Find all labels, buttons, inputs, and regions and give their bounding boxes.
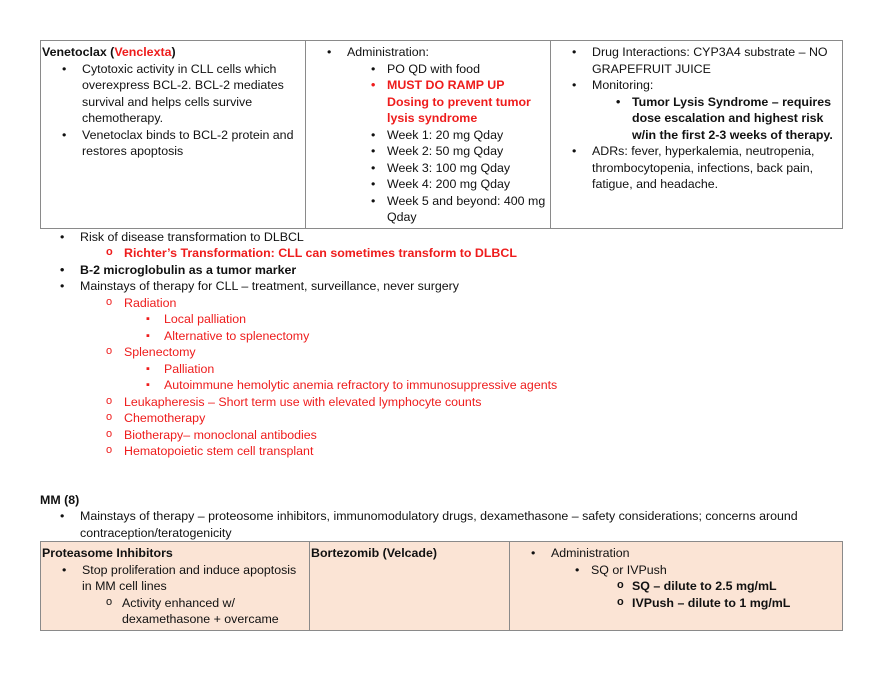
dose-week-4: • Week 4: 200 mg Qday <box>307 176 546 193</box>
dose-week-2: • Week 2: 50 mg Qday <box>307 143 546 160</box>
pi-mechanism-cell <box>41 542 310 631</box>
venetoclax-administration-cell <box>306 41 551 229</box>
radiation-item: ▪ Local palliation <box>40 311 842 328</box>
pi-mechanism-sub: o Activity enhanced w/ dexamethasone + overcame <box>42 595 305 628</box>
administration-label: • Administration: <box>307 44 546 61</box>
drug-interactions: • Drug Interactions: CYP3A4 substrate – NO GRAPEFRUIT JUICE <box>552 44 838 77</box>
pi-drug-cell <box>310 542 510 631</box>
administration-item: • PO QD with food <box>307 61 546 78</box>
pi-administration-cell <box>510 542 843 631</box>
chemotherapy: o Chemotherapy <box>40 410 842 427</box>
adverse-reactions: • ADRs: fever, hyperkalemia, neutropenia, thrombocytopenia, infections, back pain, fatigue, and headache. <box>552 143 838 193</box>
pi-admin-route: • SQ or IVPush <box>511 562 838 579</box>
venetoclax-title: Venetoclax (Venclexta) <box>42 45 176 59</box>
cll-notes-list <box>40 229 842 460</box>
radiation-item: ▪ Alternative to splenectomy <box>40 328 842 345</box>
dose-week-5: • Week 5 and beyond: 400 mg Qday <box>307 193 546 226</box>
tumor-lysis-monitoring: • Tumor Lysis Syndrome – requires dose escalation and highest risk w/in the first 2-3 weeks of therapy. <box>552 94 838 144</box>
proteasome-inhibitor-table <box>40 541 843 631</box>
document-page <box>40 40 842 631</box>
ramp-up-warning: • MUST DO RAMP UP Dosing to prevent tumor lysis syndrome <box>307 77 546 127</box>
mm-notes-list <box>40 508 842 541</box>
mm-mainstays: • Mainstays of therapy – proteosome inhibitors, immunomodulatory drugs, dexamethasone – safety considerations; concerns around contraception/teratogenicity <box>40 508 842 541</box>
venetoclax-mechanism-cell <box>41 41 306 229</box>
pi-admin-label: • Administration <box>511 545 838 562</box>
radiation: o Radiation <box>40 295 842 312</box>
transformation-note: • Risk of disease transformation to DLBCL <box>40 229 842 246</box>
pi-mechanism-item: • Stop proliferation and induce apoptosis in MM cell lines <box>42 562 305 595</box>
dose-week-3: • Week 3: 100 mg Qday <box>307 160 546 177</box>
biotherapy: o Biotherapy– monoclonal antibodies <box>40 427 842 444</box>
mechanism-item: • Cytotoxic activity in CLL cells which overexpress BCL-2. BCL-2 mediates survival and helps cells survive chemotherapy. <box>42 61 301 127</box>
leukapheresis: o Leukapheresis – Short term use with elevated lymphocyte counts <box>40 394 842 411</box>
monitoring-label: • Monitoring: <box>552 77 838 94</box>
venetoclax-monitoring-cell <box>551 41 843 229</box>
cll-mainstays: • Mainstays of therapy for CLL – treatment, surveillance, never surgery <box>40 278 842 295</box>
pi-title: Proteasome Inhibitors <box>42 546 173 560</box>
splenectomy-item: ▪ Autoimmune hemolytic anemia refractory to immunosuppressive agents <box>40 377 842 394</box>
sq-dilution: o SQ – dilute to 2.5 mg/mL <box>511 578 838 595</box>
venetoclax-table <box>40 40 843 229</box>
mechanism-item: • Venetoclax binds to BCL-2 protein and restores apoptosis <box>42 127 301 160</box>
stem-cell-transplant: o Hematopoietic stem cell transplant <box>40 443 842 460</box>
mm-heading: MM (8) <box>40 492 80 507</box>
splenectomy: o Splenectomy <box>40 344 842 361</box>
splenectomy-item: ▪ Palliation <box>40 361 842 378</box>
drug-name: Bortezomib (Velcade) <box>311 546 437 560</box>
dose-week-1: • Week 1: 20 mg Qday <box>307 127 546 144</box>
richter-transformation: o Richter’s Transformation: CLL can sometimes transform to DLBCL <box>40 245 842 262</box>
ivpush-dilution: o IVPush – dilute to 1 mg/mL <box>511 595 838 612</box>
tumor-marker-note: • B-2 microglobulin as a tumor marker <box>40 262 842 279</box>
